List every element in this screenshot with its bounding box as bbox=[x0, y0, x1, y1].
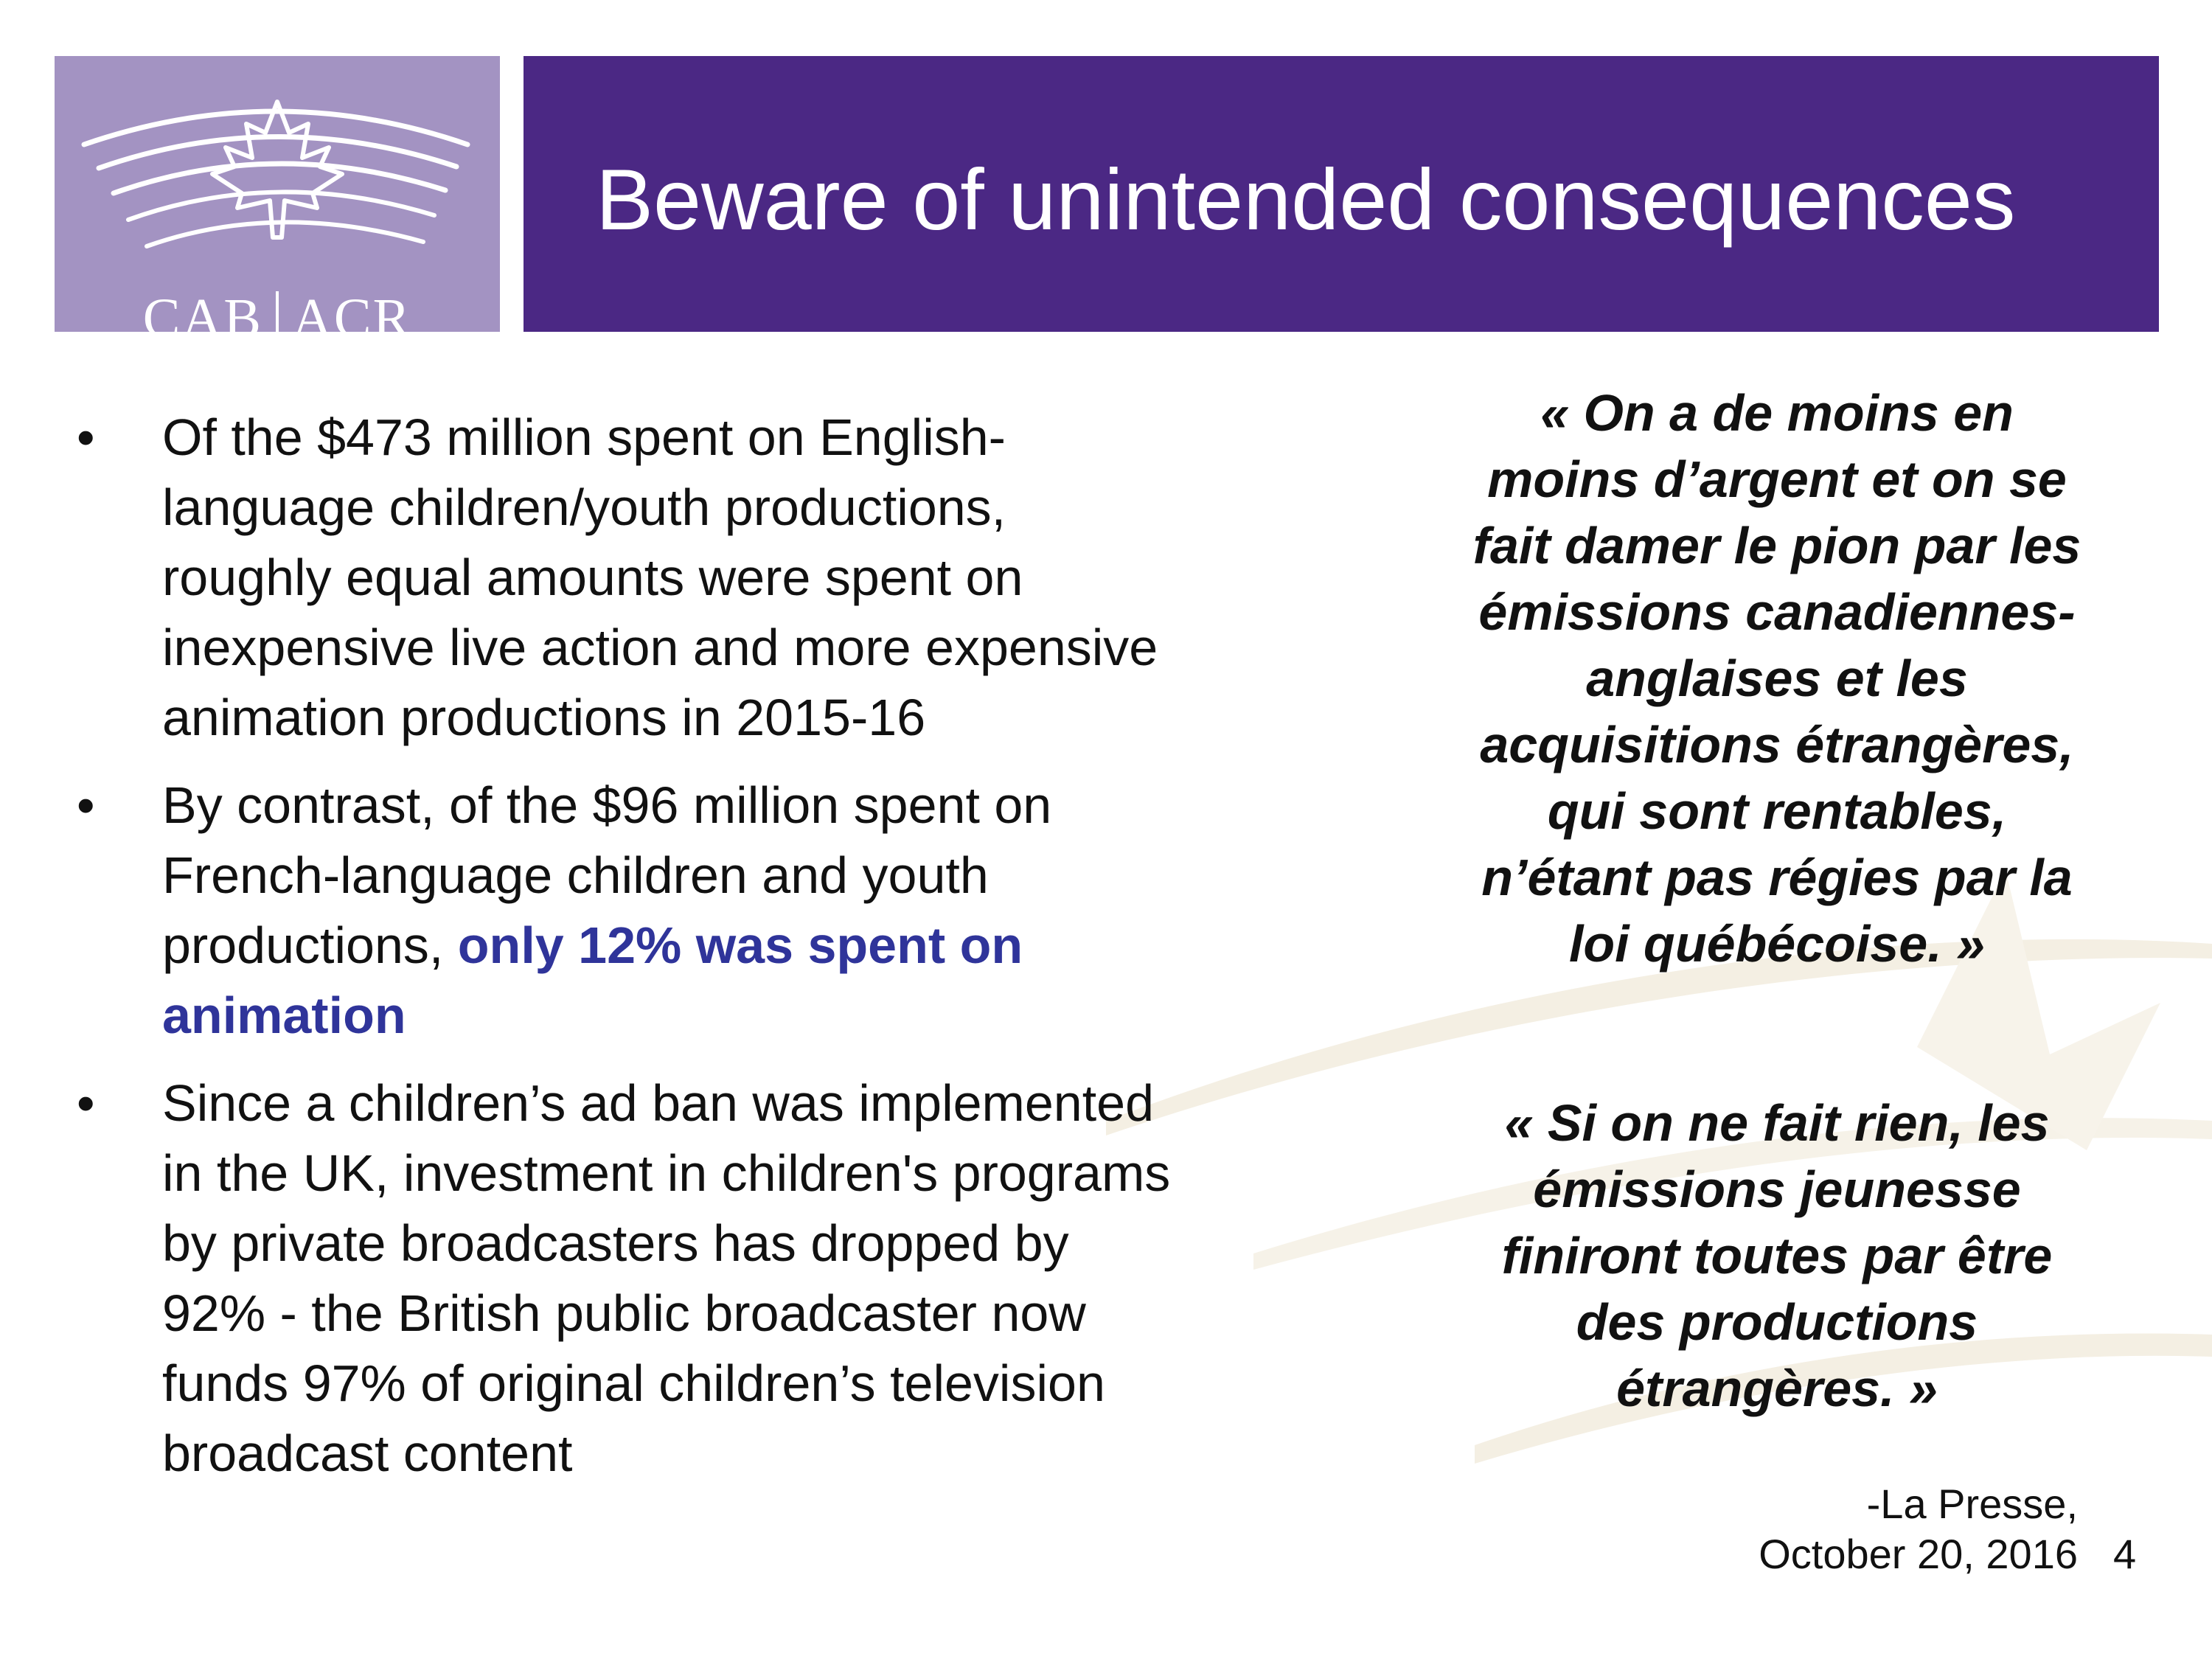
quote-line: émissions canadiennes- bbox=[1478, 583, 2076, 641]
quote-line: loi québécoise. » bbox=[1568, 915, 1986, 973]
title-bar bbox=[524, 56, 2159, 332]
bullet-line: French-language children and youth bbox=[162, 846, 989, 904]
quote-line: n’étant pas régies par la bbox=[1481, 849, 2073, 906]
quote-line: des productions bbox=[1576, 1293, 1978, 1351]
bullet-line bbox=[162, 911, 1330, 981]
quote-attribution bbox=[1759, 1479, 2078, 1579]
bullet-line: funds 97% of original children’s television bbox=[162, 1354, 1105, 1412]
bullet-text: productions, bbox=[162, 917, 458, 974]
highlight-text: animation bbox=[162, 987, 406, 1044]
quote-line: moins d’argent et on se bbox=[1487, 451, 2067, 508]
page-title: Beware of unintended consequences bbox=[596, 151, 2016, 248]
bullet-line: Since a children’s ad ban was implemented bbox=[162, 1074, 1155, 1132]
quote-line: anglaises et les bbox=[1586, 650, 1968, 707]
bullet-line: By contrast, of the $96 million spent on bbox=[162, 776, 1052, 834]
logo-cab: CAB bbox=[142, 288, 262, 349]
bullet-line: Of the $473 million spent on English- bbox=[162, 408, 1006, 466]
quote-line: « On a de moins en bbox=[1540, 384, 2014, 442]
attribution-date: October 20, 2016 bbox=[1759, 1531, 2078, 1577]
quote-line: émissions jeunesse bbox=[1533, 1161, 2021, 1218]
quote-line: finiront toutes par être bbox=[1501, 1227, 2053, 1284]
bullet-marker: • bbox=[77, 408, 95, 466]
bullet-line: roughly equal amounts were spent on bbox=[162, 549, 1023, 606]
bullet-line: 92% - the British public broadcaster now bbox=[162, 1284, 1086, 1342]
bullet-item-french-spending bbox=[77, 771, 1330, 1051]
page-number: 4 bbox=[2113, 1531, 2137, 1577]
maple-leaf-arcs-icon bbox=[55, 56, 500, 277]
highlight-text: only 12% was spent on bbox=[457, 917, 1023, 974]
bullet-line: by private broadcasters has dropped by bbox=[162, 1214, 1069, 1272]
bullet-marker: • bbox=[77, 776, 95, 834]
quote-line: qui sont rentables, bbox=[1547, 782, 2007, 840]
cab-acr-logo bbox=[55, 56, 500, 349]
quote-line: « Si on ne fait rien, les bbox=[1504, 1094, 2050, 1152]
logo-wordmark bbox=[55, 288, 500, 349]
quote-line: étrangères. » bbox=[1616, 1360, 1938, 1417]
quote-la-presse-1 bbox=[1408, 380, 2146, 977]
bullet-line: broadcast content bbox=[162, 1425, 573, 1482]
attribution-source: -La Presse, bbox=[1866, 1481, 2078, 1527]
bullet-line: inexpensive live action and more expensive bbox=[162, 619, 1158, 676]
bullet-item-uk-ad-ban bbox=[77, 1068, 1330, 1489]
quote-la-presse-2 bbox=[1445, 1090, 2109, 1422]
quote-line: acquisitions étrangères, bbox=[1480, 716, 2074, 773]
bullet-item-english-spending bbox=[77, 403, 1330, 753]
quote-line: fait damer le pion par les bbox=[1472, 517, 2081, 574]
bullet-line: animation productions in 2015-16 bbox=[162, 689, 926, 746]
bullet-line: language children/youth productions, bbox=[162, 479, 1006, 536]
logo-separator bbox=[276, 291, 279, 343]
bullet-marker: • bbox=[77, 1074, 95, 1132]
bullet-line: in the UK, investment in children's programs bbox=[162, 1144, 1171, 1202]
bullet-list bbox=[77, 403, 1330, 1489]
logo-acr: ACR bbox=[292, 288, 412, 349]
